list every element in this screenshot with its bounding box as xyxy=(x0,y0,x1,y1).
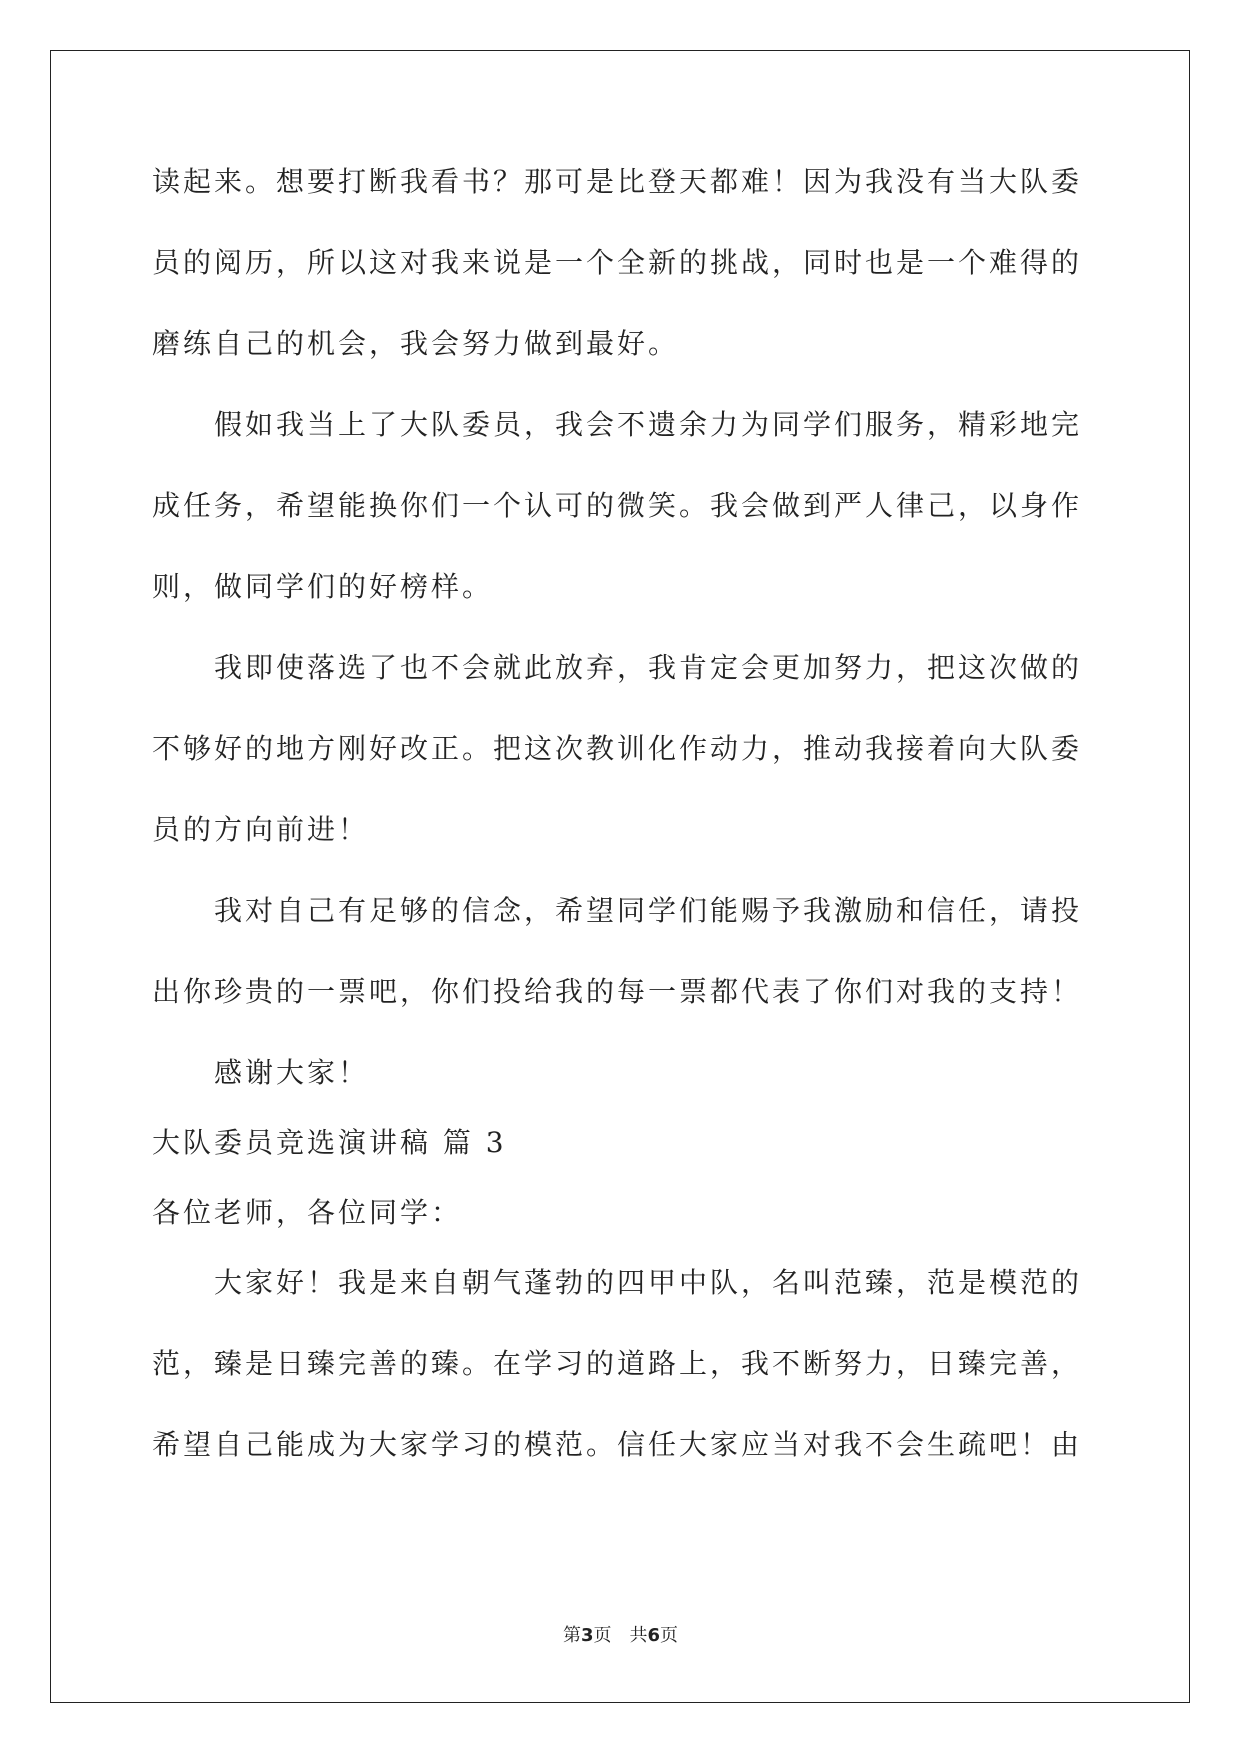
section-heading: 大队委员竞选演讲稿 篇 3 xyxy=(152,1126,507,1159)
closing-line: 感谢大家！ xyxy=(214,1056,370,1089)
paragraph-start-line: 假如我当上了大队委员，我会不遗余力为同学们服务，精彩地完 xyxy=(214,408,1083,441)
paragraph-start-line: 我对自己有足够的信念，希望同学们能赐予我激励和信任，请投 xyxy=(214,894,1083,927)
paragraph-start-line: 大家好！我是来自朝气蓬勃的四甲中队，名叫范臻，范是模范的 xyxy=(214,1266,1083,1299)
body-line: 范，臻是日臻完善的臻。在学习的道路上，我不断努力，日臻完善， xyxy=(152,1347,1083,1380)
body-line: 员的方向前进！ xyxy=(152,813,370,846)
body-line: 希望自己能成为大家学习的模范。信任大家应当对我不会生疏吧！由 xyxy=(152,1428,1083,1461)
document-body xyxy=(152,160,1092,1504)
current-page-number: 3 xyxy=(580,1625,594,1646)
salutation-line: 各位老师，各位同学： xyxy=(152,1196,463,1229)
page-number-suffix: 页 xyxy=(660,1625,679,1646)
body-line: 则，做同学们的好榜样。 xyxy=(152,570,494,603)
body-line: 出你珍贵的一票吧，你们投给我的每一票都代表了你们对我的支持！ xyxy=(152,975,1083,1008)
body-line: 磨练自己的机会，我会努力做到最好。 xyxy=(152,327,680,360)
body-line: 不够好的地方刚好改正。把这次教训化作动力，推动我接着向大队委 xyxy=(152,732,1083,765)
page-number-middle: 页 共 xyxy=(593,1625,648,1646)
page-number-prefix: 第 xyxy=(562,1625,581,1646)
body-line: 成任务，希望能换你们一个认可的微笑。我会做到严人律己，以身作 xyxy=(152,489,1083,522)
paragraph-start-line: 我即使落选了也不会就此放弃，我肯定会更加努力，把这次做的 xyxy=(214,651,1083,684)
body-line: 员的阅历，所以这对我来说是一个全新的挑战，同时也是一个难得的 xyxy=(152,246,1083,279)
page-footer xyxy=(0,1624,1241,1648)
body-line: 读起来。想要打断我看书？那可是比登天都难！因为我没有当大队委 xyxy=(152,165,1083,198)
total-page-number: 6 xyxy=(647,1625,661,1646)
